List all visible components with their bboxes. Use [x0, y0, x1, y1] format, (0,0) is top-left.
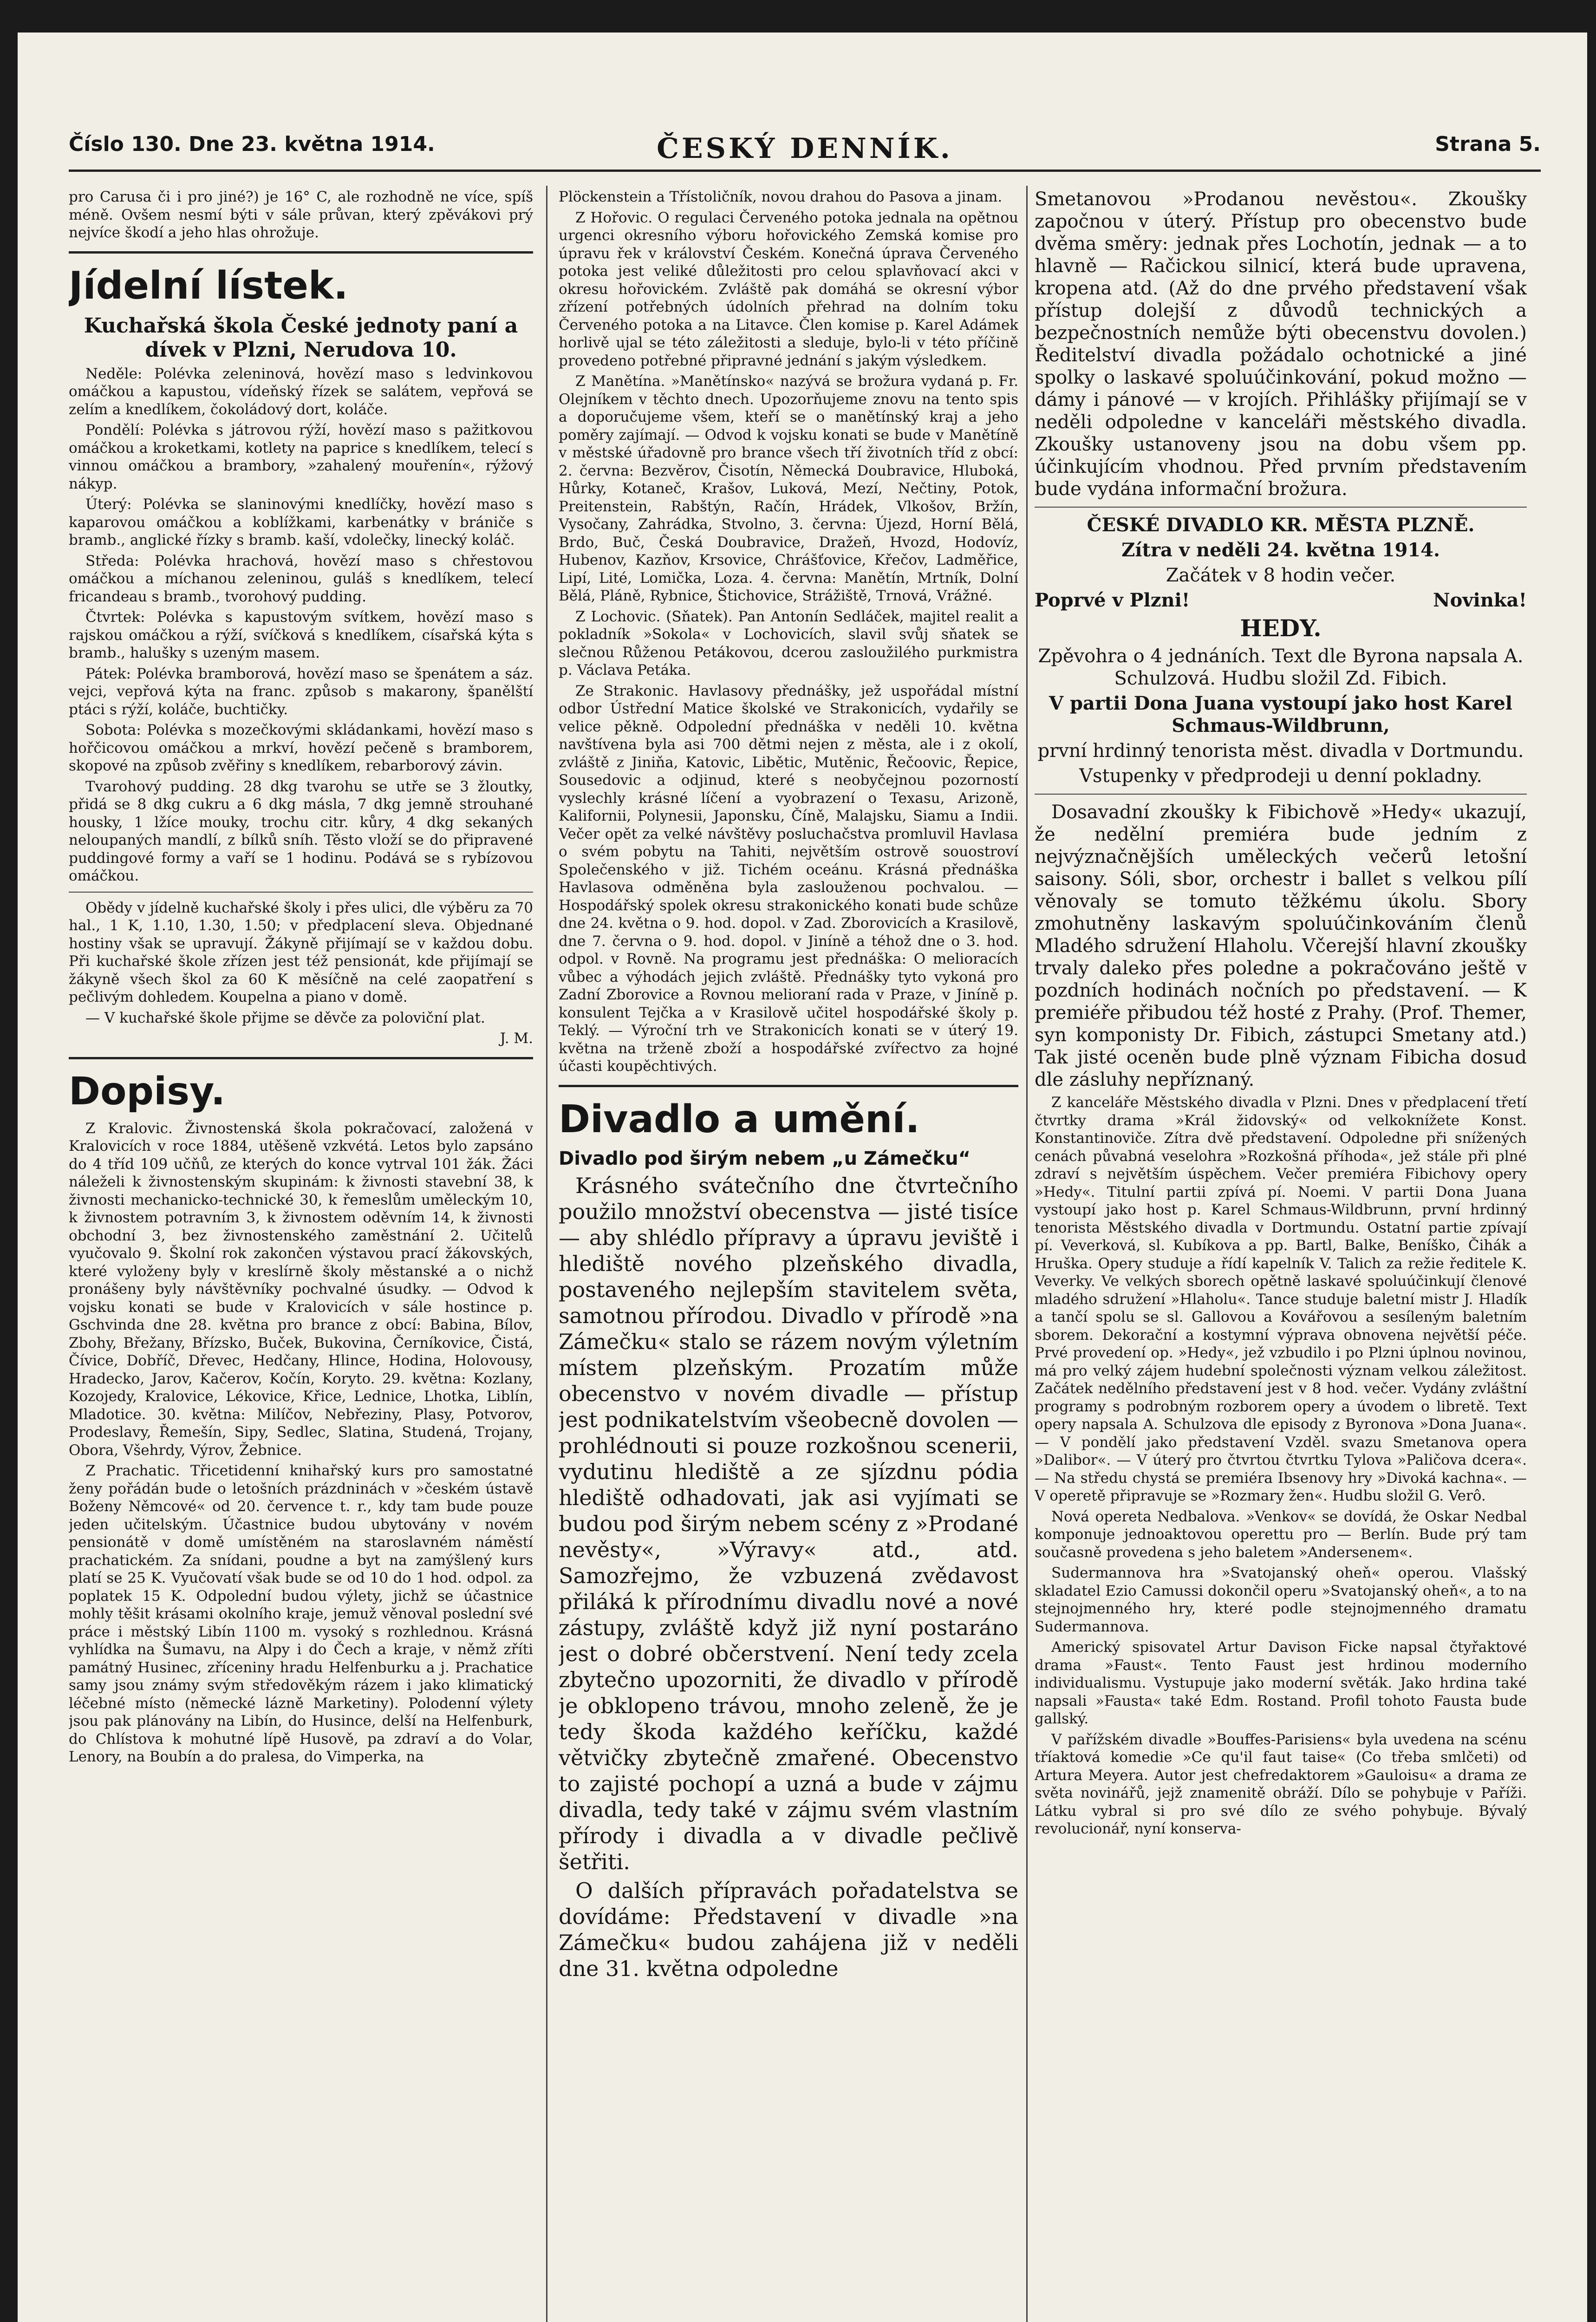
theatre-article: Krásného svátečního dne čtvrtečního použilo množství obecenstva — jisté tisíce — aby shlédlo přípravy a úpravu jeviště i hlediště nového plzeňského divadla, postaveného nejlepším stavitelem světa, samotnou přírodou. Divadlo v přírodě »na Zámečku« stalo se rázem novým výletním místem plzeňským. Prozatím může obecenstvo v novém divadle — přístup jest podnikatelstvím všeobecně dovolen — prohlédnouti si pouze rozkošnou scenerii, vydutinu hlediště a ze sjízdnu pódia hlediště odhadovati, jak asi vyjímati se budou pod širým nebem scény z »Prodané nevěsty«, »Výravy« atd., atd. Samozřejmo, že vzbuzená zvědavost přiláká k přírodnímu divadlu nové a nové zástupy, zvláště když již nyní postaráno jest o dobré občerstvení. Není tedy zcela zbytečno upozorniti, že divadlo v přírodě je obklopeno trávou, mnoho zeleně, že je tedy škoda každého keříčku, každé větvičky zbytečně zmařené. Obecenstvo to zajisté pochopí a uzná a bude v zájmu divadla, tedy také v zájmu svém vlastním přírody i divadla a v divadle pečlivě šetřiti. [559, 1173, 1018, 1874]
letter-article: Z Lochovic. (Sňatek). Pan Antonín Sedláček, majitel realit a pokladník »Sokola« v Lochovicích, slavil svůj sňatek se slečnou Růženou Petákovou, dcerou zasloužilého purkmistra p. Václava Petáka. [559, 608, 1018, 678]
news-item: Nová opereta Nedbalova. »Venkov« se dovídá, že Oskar Nedbal komponuje jednoaktovou operettu pro — Berlín. Bude prý tam současně provedena s jeho baletem »Andersenem«. [1035, 1508, 1527, 1561]
job-notice: — V kuchařské škole přijme se děvče za poloviční plat. [85, 1009, 485, 1026]
letter-article: Z Manětína. »Manětínsko« nazývá se brožura vydaná p. Fr. Olejníkem v těchto dnech. Upozorňujeme znovu na tento spis a doporučujeme všem, kteří se o manětínský kraj a jeho poměry zajímají. — Odvod k vojsku konati se bude v Manětíně v městské úřadovně pro brance všech tří životních tříd z obcí: 2. června: Bezvěrov, Čisotín, Německá Doubravice, Hluboká, Hůrky, Kotaneč, Krašov, Luková, Mezí, Nečtiny, Potok, Preitenstein, Rabštýn, Račín, Hrádek, Vlkošov, Bržín, Vysočany, Zahrádka, Stvolno, 3. června: Újezd, Horní Bělá, Brdo, Buč, Česká Doubravice, Dražeň, Hvozd, Hodovíz, Hubenov, Kazňov, Krsovice, Chrášťovice, Křečov, Ladměřice, Lipí, Lité, Lomička, Loza. 4. června: Manětín, Mrtník, Dolní Bělá, Pláně, Rybnice, Štichovice, Strážiště, Trnová, Vrážné. [559, 373, 1018, 604]
letter-article: Plöckenstein a Třístoličník, novou drahou do Pasova a jinam. [559, 189, 1003, 205]
divider [1035, 794, 1527, 795]
theatre-subtitle: Divadlo pod širým nebem „u Zámečku“ [559, 1148, 971, 1169]
page-number: Strana 5. [1435, 132, 1541, 156]
menu-day: Neděle: Polévka zeleninová, hovězí maso s ledvinkovou omáčkou a kapustou, vídeňský řízek se salátem, vepřová se zelím a knedlíkem, čokoládový dort, koláče. [69, 365, 533, 418]
menu-day: Pondělí: Polévka s játrovou rýží, hovězí maso s pažitkovou omáčkou a kroketkami, kotlety na paprice s knedlíkem, telecí s vinnou omáčkou a brambory, »zahalený mouřenín«, rýžový nákyp. [69, 422, 533, 492]
column-3 [1035, 188, 1527, 2322]
menu-day: Pátek: Polévka bramborová, hovězí maso se špenátem a sáz. vejci, vepřová kýta na franc. způsob s makarony, španělští ptáci s rýží, koláče, buchtičky. [69, 665, 533, 718]
section-rule [69, 251, 533, 254]
column-rule-2 [1026, 186, 1028, 2322]
newspaper-page [18, 33, 1587, 2322]
news-item: V pařížském divadle »Bouffes-Parisiens« byla uvedena na scénu tříaktová komedie »Ce qu'il faut taise« (Co třeba smlčeti) od Artura Meyera. Autor jest chefredaktorem »Gauloisu« a drama ze světa novinářů, jejž znamenitě obráží. Dílo se pohybuje v Paříži. Látku vybral si pro své dílo ze svého pohybuje. Bývalý revolucionář, nyní konserva- [1035, 1731, 1527, 1837]
header-rule [69, 170, 1541, 172]
divider [69, 892, 533, 893]
menu-day: Úterý: Polévka se slaninovými knedlíčky, hovězí maso s kaparovou omáčkou a koblížkami, karbenátky v brániče s bramb., anglické řízky s bramb. kaší, vdolečky, linecký koláč. [69, 496, 533, 548]
announcement-premiere: Poprvé v Plzni! [1035, 589, 1190, 611]
announcement-tickets: Vstupenky v předprodeji u denní pokladny. [1079, 765, 1482, 787]
issue-info: Číslo 130. Dne 23. května 1914. [69, 132, 435, 156]
letter-article: Z Kralovic. Živnostenská škola pokračovací, založená v Kralovicích v roce 1884, utěšeně vzkvétá. Letos bylo zapsáno do 4 tříd 109 učňů, ze kterých do konce vytrval 101 žák. Žáci náleželi k živnostenským skupinám: k živnosti stavební 38, k živnosti mechanicko-technické 30, k řemeslům uměleckým 10, k živnostem potravním 3, k živnostem oděvním 14, k živnosti obchodní 3, bez živnostenského zaměstnání 2. Učitelů vyučovalo 9. Školní rok zakončen výstavou prací žákovských, které vyloženy byly v kreslírně školy městanské a o nichž pronášeny byly návštěvníky pochvalné úsudky. — Odvod k vojsku konati se bude v Kralovicích v sále hostince p. Gschvinda dne 28. května pro brance z obcí: Babina, Bílov, Zbohy, Břežany, Břízsko, Buček, Bukovina, Černíkovice, Čistá, Čívice, Dobříč, Dřevec, Hedčany, Hlince, Hodina, Holovousy, Hradecko, Jarov, Kačerov, Kočín, Koryto. 29. května: Kozlany, Kozojedy, Kralovice, Lékovice, Křice, Lednice, Lhotka, Liblín, Mladotice. 30. května: Milíčov, Nebřeziny, Plasy, Potvorov, Prodeslavy, Řemešín, Sipy, Sedlec, Slatina, Studená, Trojany, Obora, Všehrdy, Výrov, Žebnice. [69, 1120, 533, 1459]
notice-signature: J. M. [500, 1030, 533, 1047]
page-header [69, 132, 1541, 183]
theatre-title: Divadlo a umění. [559, 1097, 920, 1141]
column-2 [559, 188, 1018, 2322]
menu-day: Čtvrtek: Polévka s kapustovým svítkem, hovězí maso s rajskou omáčkou a rýží, svíčková s knedlíkem, císařská kýta s bramb., halušky s uzeným masem. [69, 609, 533, 661]
column-rule-1 [546, 186, 547, 2322]
announcement-title: ČESKÉ DIVADLO KR. MĚSTA PLZNĚ. [1087, 514, 1475, 536]
menu-day: Sobota: Polévka s mozečkovými skládankami, hovězí maso s hořčicovou omáčkou a mrkví, hovězí pečeně s bramborem, skopové na způsob zvěřiny s knedlíkem, rebarborový závin. [69, 722, 533, 774]
menu-day: Středa: Polévka hrachová, hovězí maso s chřestovou omáčkou a míchanou zeleninou, guláš s knedlíkem, telecí fricandeau s bramb., tvorohový pudding. [69, 552, 533, 605]
news-block [1035, 1094, 1527, 1838]
menu-subtitle: Kuchařská škola České jednoty paní a dívek v Plzni, Nerudova 10. [84, 313, 518, 362]
divider [1035, 507, 1527, 508]
letter-article: Ze Strakonic. Havlasovy přednášky, jež uspořádal místní odbor Ústřední Matice školské ve Strakonicích, vydařily se velice pěkně. Odpolední přednáška v neděli 10. května navštívena byla asi 700 dětmi nejen z města, ale i z okolí, zvláště z Jiniňa, Katovic, Libětic, Mutěnic, Řečoovic, Řepice, Sousedovic a odjinud, které s neobyčejnou pozorností vyslechly krásné líčení a vyobrazení o Texasu, Arizoně, Kalifornii, Polynesii, Japonsku, Číně, Malajsku, Siamu a Indii. Večer opět za velké návštěvy posluchačstva promluvil Havlasa o svém pobytu na Tahiti, největším ostrově souostroví Společenského v již. Tichém oceánu. Krásná přednáška Havlasova odměněna byla zaslouženou pochvalou. — Hospodářský spolek okresu strakonického konati bude schůze dne 24. května o 9. hod. dopol. v Zad. Zborovicích a Krasilově, dne 7. června o 9. hod. dopol. v Jiníně a téhož dne o 3. hod. odpol. v Rovně. Na programu jest přednáška: O melioracích vůbec a výhodách jejich zvláště. Přednášky tyto vykoná pro Zadní Zborovice a Rovnou melioraní rada v Praze, v Jiníně p. konsulent Tejčka a v Krasilově učitel hospodářské školy p. Teklý. — Výroční trh ve Strakonicích konati se v úterý 19. května na trženě zboží a hospodářské zvířectvo za hojné účasti koupěchtivých. [559, 682, 1018, 1075]
announcement-date: Zítra v neděli 24. května 1914. [1121, 539, 1440, 561]
announcement-guest: V partii Dona Juana vystoupí jako host Karel Schmaus-Wildbrunn, [1049, 692, 1512, 737]
letter-article: Z Hořovic. O regulaci Červeného potoka jednala na opětnou urgenci okresního výboru hořovického Zemská komise pro úpravu řek v království Českém. Konečná úprava Červeného potoka jest veliké důležitosti pro celou splavňovací akci v okresu hořovickém. Zvláště pak domáhá se okresní výbor zřízení potřebných údolních přehrad na dolním toku Červeného potoka a na Litavce. Člen komise p. Karel Adámek horlivě ujal se této záležitosti a sleduje, bylo-li v této příčině provedeno potřebné připravné jednání s jakým výsledkem. [559, 209, 1018, 369]
column-1 [69, 188, 533, 2322]
announcement-novelty: Novinka! [1433, 589, 1527, 611]
news-item: Americký spisovatel Artur Davison Ficke napsal čtyřaktové drama »Faust«. Tento Faust jest hrdinou moderního individualismu. Vystupuje jako moderní světák. Jako hrdina také napsali »Fausta« také Edm. Rostand. Profil tohoto Fausta bude gallský. [1035, 1639, 1527, 1727]
newspaper-title: ČESKÝ DENNÍK. [657, 132, 953, 165]
announcement-play: HEDY. [1240, 614, 1322, 642]
recipe: Tvarohový pudding. 28 dkg tvarohu se utře se 3 žloutky, přidá se 8 dkg cukru a 6 dkg másla, 7 dkg jemně strouhané housky, 1 lžíce mouky, trochu citr. kůry, 4 dkg sekaných neloupaných mandlí, z bílků sníh. Těsto vloží se do připravené puddingové formy a vaří se 1 hodinu. Podává se s rybízovou omáčkou. [69, 778, 533, 884]
menu-title: Jídelní lístek. [69, 263, 348, 308]
announcement-time: Začátek v 8 hodin večer. [1166, 565, 1396, 586]
news-item: Sudermannova hra »Svatojanský oheň« operou. Vlašský skladatel Ezio Camussi dokončil operu »Svatojanský oheň«, a to na stejnojmenného hry, které podle stejnojmenného dramatu Sudermannova. [1035, 1565, 1527, 1635]
letter-article: Z Prachatic. Třicetidenní knihařský kurs pro samostatné ženy pořádán bude o letošních prázdninách v »českém ústavě Boženy Němcové« od 20. července t. r., kdy tam bude pouze jeden učitelským. Účastnice budou ubytovány v novém pensionátě v domě umístěném na staroslavném náměstí prachatickém. Za snídani, poudne a byt na zamýšlený kurs platí se 25 K. Vyučovatí však bude se od 10 do 1 hod. odpol. za poplatek 15 K. Odpolední budou výlety, jichž se účastnice mohly těšit krásami okolního kraje, jemuž věnoval poslední své práce i městský Libín 1100 m. vysoký s rozhlednou. Krásná vyhlídka na Šumavu, na Alpy i do Čech a kraje, v němž zříti památný Husinec, zříceniny hradu Helfenburku a j. Prachatice samy jsou známy svým středověkým rázem i jako klimatický léčebné místo (německé lázně Marketiny). Polodenní výlety jsou pak plánovány na Libín, do Husince, delší na Helfenburk, do Chlístova k mohutné lípě Husově, pa zdraví a do Volar, Lenory, na Boubín a do pralesa, do Vimperka, na [69, 1462, 533, 1765]
lunch-notice: Obědy v jídelně kuchařské školy i přes ulici, dle výběru za 70 hal., 1 K, 1.10, 1.30, 1.50; v předplacení sleva. Objednané hostiny však se upravují. Žákyně přijímají se v každou dobu. Při kuchařské škole zřízen jest též pensionát, kde přijímají se žákyně všech škol za 60 K měsíčně na celé zaopatření s pečlivým dohledem. Koupelna a piano v domě. [69, 899, 533, 1005]
fibich-article: Dosavadní zkoušky k Fibichově »Hedy« ukazují, že nedělní premiéra bude jedním z nejvýznačnějších uměleckých večerů letošní saisony. Sóli, sbor, orchestr i ballet s velkou pílí věnovaly se tomuto těžkému úkolu. Sbory zmohutněny laskavým spoluúčinkováním členů Mladého sdružení Hlaholu. Včerejší hlavní zkoušky trvaly daleko přes poledne a pokračováno ještě v pozdních hodinách nočních po představení. — K premiéře přibudou též hosté z Prahy. (Prof. Themer, syn komponisty Dr. Fibich, zástupci Smetany atd.) Tak jisté oceněn bude plně význam Fibicha dosud dle zásluhy nepříznaný. [1035, 802, 1527, 1090]
section-rule [69, 1057, 533, 1059]
announcement-premiere-line [1035, 589, 1527, 612]
announcement-guest-note: první hrdinný tenorista měst. divadla v Dortmundu. [1037, 740, 1524, 762]
news-item: Z kanceláře Městského divadla v Plzni. Dnes v předplacení třetí čtvrtky drama »Král židovský« od velkoknížete Konst. Konstantinoviče. Zítra dvě představení. Odpoledne při snížených cenách půvabná veselohra »Rozkošná příhoda«, jež stále při plné zdraví s největším úspěchem. Večer premiéra Fibichovy opery »Hedy«. Titulní partii zpívá pí. Noemi. V partii Dona Juana vystoupí jako host p. Karel Schmaus-Wildbrunn, první hrdinný tenorista Městského divadla v Dortmundu. Ostatní partie zpívají pí. Veverková, sl. Kubíkova a pp. Bartl, Balke, Beníško, Čihák a Hruška. Opery studuje a řídí kapelník V. Talich za režie ředitele K. Veverky. Ve velkých sborech opětně laskavé spoluúčinkují členové mladého sdružení »Hlaholu«. Tance studuje baletní mistr J. Hladík a tančí spolu se sl. Gallovou a Kovářovou a sesíleným baletním sborem. Dekorační a kostymní výprava obnovena největší péče. Prvé provedení op. »Hedy«, jež vzbudilo i po Plzni úplnou novinou, má pro velký zájem hudební společnosti význam velkou záležitost. Začátek nedělního představení jest v 8 hod. večer. Vydány zvláštní programy s podrobným rozborem opery a úvodem o libretě. Text opery napsala A. Schulzova dle episody z Byronova »Dona Juana«. — V pondělí jako představení Vzděl. svazu Smetanova opera »Dalibor«. — V úterý pro čtvrtou čtvrtku Tylova »Paličova dcera«. — Na středu chystá se premiéra Ibsenovy hry »Divoká kachna«. — V operetě připravuje se »Rozmary žen«. Hudbu složil G. Verô. [1035, 1094, 1527, 1504]
announcement-description: Zpěvohra o 4 jednáních. Text dle Byrona napsala A. Schulzová. Hudbu složil Zd. Fibich. [1038, 646, 1524, 689]
letters-title: Dopisy. [69, 1069, 226, 1114]
article-continuation: pro Carusa či i pro jiné?) je 16° C, ale rozhodně ne více, spíš méně. Ovšem nesmí býti v sále průvan, který zpěvákovi prý nejvíce škodí a jeho hlas ohrožuje. [69, 189, 533, 241]
theatre-article-continuation: Smetanovou »Prodanou nevěstou«. Zkoušky započnou v úterý. Přístup pro obecenstvo bude dvěma směry: jednak přes Lochotín, jednak — a to hlavně — Račickou silnicí, která bude upravena, kropena atd. (Až do dne prvého představení však přístup dolejší z důvodů technických a bezpečnostních nemůže býti obecenstvu dovolen.) Ředitelství divadla požádalo ochotnické a jiné spolky o laskavé spoluúčinkování, pokud možno — dámy i pánové — v krojích. Přihlášky přijímají se v neděli odpoledne v kanceláři městského divadla. Zkoušky ustanoveny jsou na dobu všem pp. účinkujícím vhodnou. Před prvním představením bude vydána informační brožura. [1035, 189, 1527, 500]
theatre-article: O dalších přípravách pořadatelstva se dovídáme: Představení v divadle »na Zámečku« budou zahájena již v neděli dne 31. května odpoledne [559, 1878, 1018, 1981]
section-rule [559, 1085, 1018, 1087]
